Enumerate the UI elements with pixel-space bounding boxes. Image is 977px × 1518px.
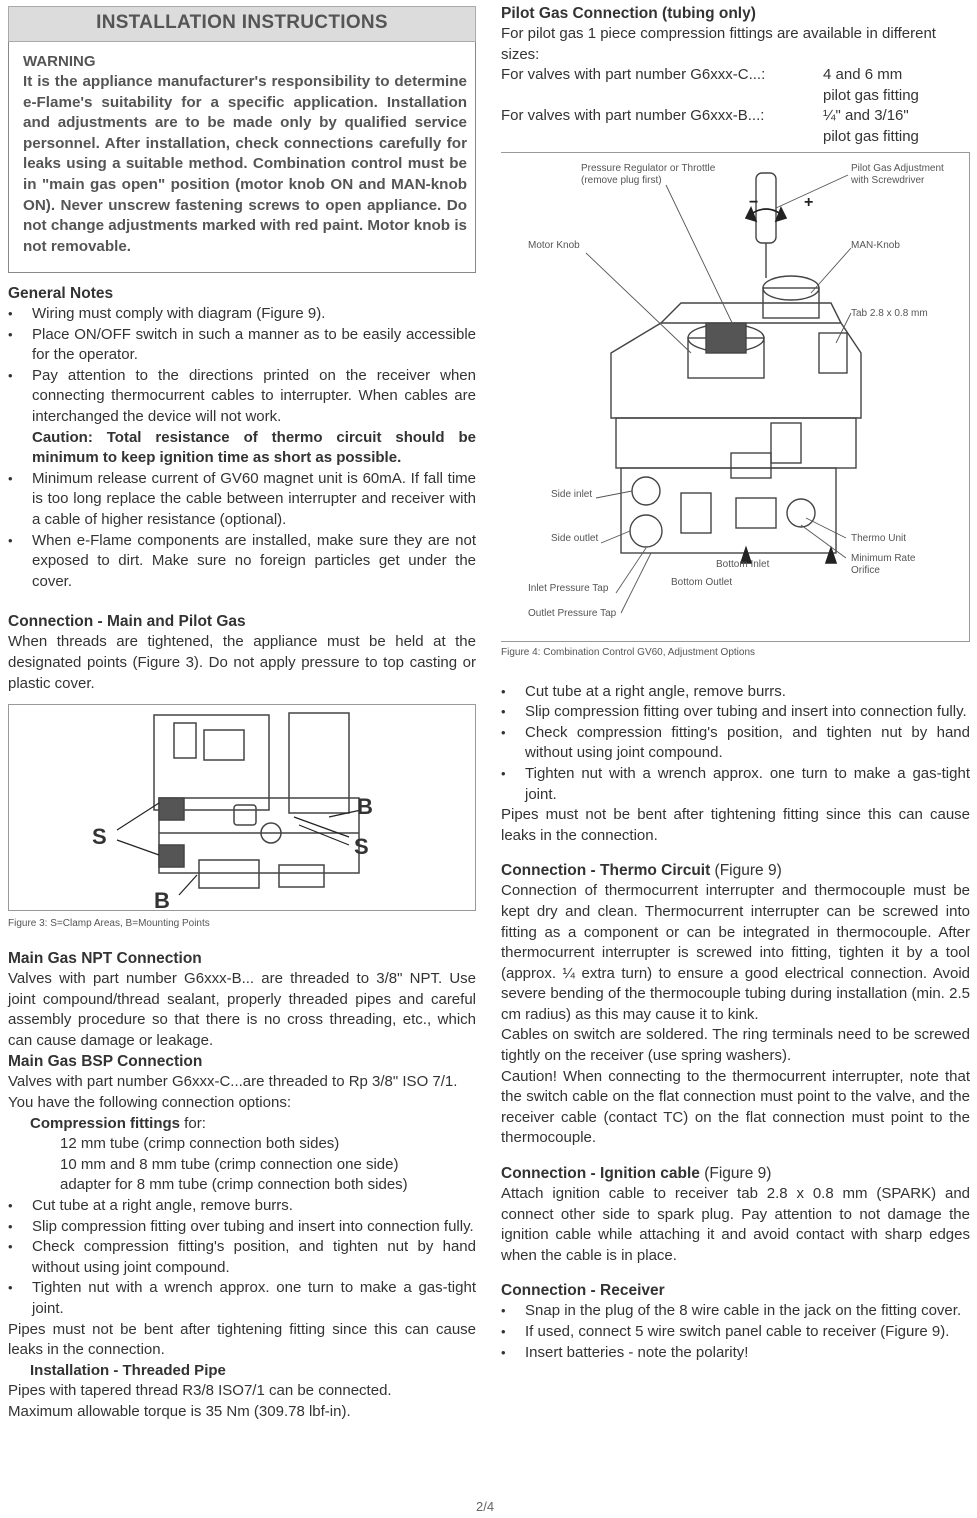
mounting-label-bottom: B: [154, 888, 170, 914]
main-bsp-section: [8, 1051, 476, 1422]
compression-title: Compression fittings: [30, 1114, 181, 1132]
list-item: [8, 366, 476, 469]
pilot-row-b: [501, 106, 970, 147]
label-tab: Tab 2.8 x 0.8 mm: [851, 307, 928, 319]
label-thermo-unit: Thermo Unit: [851, 532, 907, 544]
threaded-pipe-torque: Maximum allowable torque is 35 Nm (309.78 lbf-in).: [8, 1402, 351, 1420]
pilot-intro: For pilot gas 1 piece compression fittings are available in different sizes:: [501, 25, 936, 63]
list-item: • Check compression fitting's position, and tighten nut by hand without using joint compound.: [501, 723, 970, 764]
main-bsp-body: Valves with part number G6xxx-C...are threaded to Rp 3/8" ISO 7/1.: [8, 1073, 458, 1091]
label-side-inlet: Side inlet: [551, 488, 593, 500]
page-title: INSTALLATION INSTRUCTIONS: [8, 6, 476, 42]
pilot-title: Pilot Gas Connection (tubing only): [501, 5, 756, 22]
list-item: • Place ON/OFF switch in such a manner as to be easily accessible for the operator.: [8, 325, 476, 366]
list-item: • If used, connect 5 wire switch panel cable to receiver (Figure 9).: [501, 1322, 970, 1343]
label-bottom-outlet: Bottom Outlet: [671, 576, 733, 588]
list-item-text: Pay attention to the directions printed on the receiver when connecting thermocurrent cables to interrupter. When cables are interchanged the device will not work.: [32, 366, 476, 425]
pilot-row-b-size: ¼" and 3/16": [823, 107, 909, 125]
list-item: • Slip compression fitting over tubing and insert into connection fully.: [501, 702, 970, 723]
main-bsp-title: Main Gas BSP Connection: [8, 1053, 203, 1071]
receiver-title: Connection - Receiver: [501, 1282, 665, 1300]
caution-text: Caution: Total resistance of thermo circuit should be minimum to keep ignition time as short as possible.: [32, 428, 476, 467]
pilot-row-c-fitting: pilot gas fitting: [823, 86, 919, 104]
connection-main-pilot-section: [8, 611, 476, 694]
label-with-screwdriver: with Screwdriver: [851, 174, 925, 186]
ignition-section: [501, 1163, 970, 1266]
thermo-body-3: Caution! When connecting to the thermocurrent interrupter, note that the switch cable on the flat connection must point to the valve, and the receiver cable (contact TC) on the flat connection must point to the thermocouple.: [501, 1067, 970, 1147]
label-man-knob: MAN-Knob: [851, 239, 900, 251]
plus-sign: +: [804, 193, 814, 211]
minus-sign: −: [749, 193, 759, 211]
pilot-steps-list: [501, 682, 970, 806]
pipes-note: Pipes must not be bent after tightening fitting since this can cause leaks in the connection.: [8, 1320, 476, 1359]
label-side-outlet: Side outlet: [551, 532, 599, 544]
warning-body: It is the appliance manufacturer's responsibility to determine e-Flame's suitability for a specific application. Installation and adjustments are to be made only by qualified service personnel. After installation, check connections carefully for leaks using a suitable method. Combination control must be in "main gas open" position (motor knob ON and MAN-knob ON). Never unscrew fastening screws to open appliance. Do not change adjustments marked with red paint. Motor knob is not removable.: [23, 73, 467, 255]
pilot-row-b-fitting: pilot gas fitting: [823, 127, 919, 145]
main-npt-section: [8, 948, 476, 1051]
receiver-section: [501, 1280, 970, 1363]
page-number: 2/4: [476, 1499, 495, 1514]
label-inlet-tap: Inlet Pressure Tap: [528, 582, 609, 594]
list-item: • Snap in the plug of the 8 wire cable in the jack on the fitting cover.: [501, 1301, 970, 1322]
pilot-row-c-label: For valves with part number G6xxx-C...:: [501, 66, 766, 84]
compression-for: for:: [180, 1114, 206, 1132]
list-item: • Wiring must comply with diagram (Figure 9).: [8, 304, 476, 325]
right-column: [501, 0, 970, 1363]
figure-4: [501, 152, 970, 642]
main-npt-title: Main Gas NPT Connection: [8, 950, 202, 968]
ignition-title: Connection - Ignition cable: [501, 1165, 700, 1183]
thermo-section: [501, 860, 970, 1149]
list-item: • Minimum release current of GV60 magnet unit is 60mA. If fall time is too long replace the cable between interrupter and receiver with a cable of higher resistance (optional).: [8, 469, 476, 531]
threaded-pipe-body: Pipes with tapered thread R3/8 ISO7/1 can be connected.: [8, 1382, 392, 1400]
bsp-steps-list: [8, 1196, 476, 1320]
label-pressure-regulator: Pressure Regulator or Throttle: [581, 162, 716, 174]
figure-3: [8, 704, 476, 914]
main-npt-body: Valves with part number G6xxx-B... are threaded to 3/8" NPT. Use joint compound/thread sealant, properly threaded pipes and careful assembly procedure so that there is no cross threading, etc., which can cause damage or leakage.: [8, 970, 476, 1049]
clamp-label-left: S: [92, 824, 107, 850]
label-bottom-inlet: Bottom Inlet: [716, 558, 770, 570]
mounting-label-top: B: [357, 794, 373, 820]
compression-option: 12 mm tube (crimp connection both sides): [60, 1135, 340, 1153]
clamp-label-right: S: [354, 834, 369, 860]
list-item: • Cut tube at a right angle, remove burrs.: [8, 1196, 476, 1217]
pilot-row-c: [501, 65, 970, 106]
label-motor-knob: Motor Knob: [528, 239, 580, 251]
connection-main-pilot-title: Connection - Main and Pilot Gas: [8, 613, 246, 631]
pilot-row-b-label: For valves with part number G6xxx-B...:: [501, 107, 765, 125]
label-outlet-tap: Outlet Pressure Tap: [528, 607, 617, 619]
valve-clamp-diagram: [9, 705, 475, 910]
label-remove-plug: (remove plug first): [581, 174, 662, 186]
list-item: • When e-Flame components are installed, make sure they are not exposed to dirt. Make sure no foreign particles get under the cover.: [8, 531, 476, 593]
label-orifice: Orifice: [851, 564, 880, 576]
compression-option: adapter for 8 mm tube (crimp connection both sides): [60, 1176, 408, 1194]
compression-option: 10 mm and 8 mm tube (crimp connection one side): [60, 1155, 399, 1173]
list-item: • Tighten nut with a wrench approx. one turn to make a gas-tight joint.: [8, 1278, 476, 1319]
pilot-row-c-size: 4 and 6 mm: [823, 66, 903, 84]
general-notes-list: [8, 304, 476, 592]
thermo-body-2: Cables on switch are soldered. The ring terminals need to be screwed tightly on the receiver (use spring washers).: [501, 1026, 970, 1065]
ignition-body: Attach ignition cable to receiver tab 2.8 x 0.8 mm (SPARK) and connect other side to spark plug. Pay attention to not damage the ignition cable while attaching it and avoid contact with sharp edges when the cable is in place.: [501, 1185, 970, 1264]
figure-3-caption: Figure 3: S=Clamp Areas, B=Mounting Points: [8, 918, 210, 930]
thermo-ref: (Figure 9): [710, 862, 782, 880]
left-column: [8, 0, 476, 1423]
ignition-ref: (Figure 9): [699, 1165, 772, 1183]
connection-main-pilot-body: When threads are tightened, the appliance must be held at the designated points (Figure 3). Do not apply pressure to top casting or plastic cover.: [8, 633, 476, 692]
thermo-body-1: Connection of thermocurrent interrupter and thermocouple must be kept dry and clean. Thermocurrent interrupter can be screwed into fitting as a component or can be integrated in thermocouple. After thermocurrent interrupter is screwed into fitting, tighten it by a tool (approx. ¼ extra turn) to ensure a good electrical connection. Avoid severe bending of the thermocouple tubing during installation (min. 2.5 cm radius) as this may cause it to kink.: [501, 882, 970, 1023]
list-item: • Insert batteries - note the polarity!: [501, 1343, 970, 1364]
label-pilot-adjust: Pilot Gas Adjustment: [851, 162, 944, 174]
options-text: You have the following connection options:: [8, 1094, 291, 1112]
list-item: • Check compression fitting's position, and tighten nut by hand without using joint compound.: [8, 1237, 476, 1278]
general-notes-title: General Notes: [8, 285, 114, 302]
receiver-list: [501, 1301, 970, 1363]
general-notes-section: [8, 283, 476, 592]
list-item: • Cut tube at a right angle, remove burrs.: [501, 682, 970, 703]
label-min-rate: Minimum Rate: [851, 552, 916, 564]
figure-4-caption: Figure 4: Combination Control GV60, Adjustment Options: [501, 646, 756, 658]
threaded-pipe-title: Installation - Threaded Pipe: [30, 1361, 226, 1379]
warning-box: [8, 42, 476, 273]
pilot-section: [501, 3, 970, 148]
list-item: • Slip compression fitting over tubing and insert into connection fully.: [8, 1217, 476, 1238]
list-item: • Tighten nut with a wrench approx. one turn to make a gas-tight joint.: [501, 764, 970, 805]
warning-title: WARNING: [23, 53, 96, 70]
thermo-title: Connection - Thermo Circuit: [501, 862, 711, 880]
pilot-note: Pipes must not be bent after tightening fitting since this can cause leaks in the connection.: [501, 806, 970, 844]
